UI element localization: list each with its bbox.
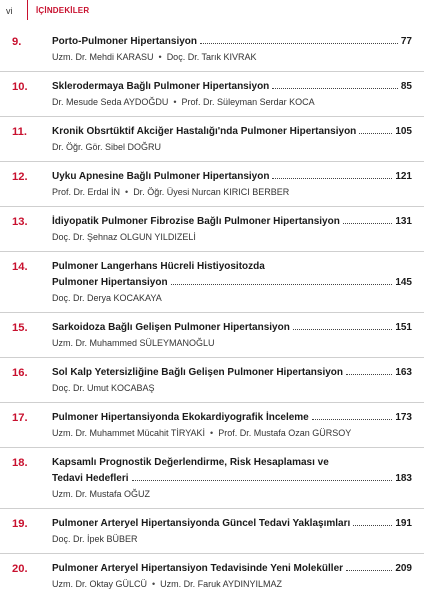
chapter-title: Kapsamlı Prognostik Değerlendirme, Risk Hesaplaması ve (52, 457, 329, 468)
author-name: Doç. Dr. İpek BÜBER (52, 534, 138, 544)
dot-leader (272, 177, 392, 179)
author-name: Uzm. Dr. Faruk AYDINYILMAZ (160, 579, 283, 589)
chapter-title-line (52, 79, 412, 95)
chapter-number: 18. (12, 457, 28, 469)
chapter-number: 20. (12, 563, 28, 575)
entry-divider (0, 447, 424, 448)
page-ref: 121 (395, 171, 412, 182)
toc-entry[interactable] (12, 79, 412, 110)
page-ref: 183 (395, 473, 412, 484)
page-ref: 151 (395, 322, 412, 333)
chapter-number: 19. (12, 518, 28, 530)
chapter-number: 9. (12, 36, 22, 48)
author-line (52, 291, 412, 306)
chapter-title: Kronik Obsrtüktif Akciğer Hastalığı'nda Pulmoner Hipertansiyon (52, 126, 357, 137)
chapter-title: Pulmoner Langerhans Hücreli Histiyositozda (52, 261, 265, 272)
chapter-title-line (52, 259, 412, 275)
author-name: Uzm. Dr. Mustafa OĞUZ (52, 489, 151, 499)
page-ref: 145 (395, 277, 412, 288)
chapter-title: Uyku Apnesine Bağlı Pulmoner Hipertansiyon (52, 171, 270, 182)
page-ref: 77 (400, 36, 412, 47)
chapter-number: 10. (12, 81, 28, 93)
chapter-title-line (52, 516, 412, 532)
entry-divider (0, 312, 424, 313)
entry-divider (0, 161, 424, 162)
chapter-title: Sarkoidoza Bağlı Gelişen Pulmoner Hipertansiyon (52, 322, 290, 333)
chapter-number: 12. (12, 171, 28, 183)
dot-leader (353, 524, 392, 526)
page-header (0, 0, 424, 24)
author-name: Prof. Dr. Erdal İN (52, 187, 121, 197)
author-name: Prof. Dr. Mustafa Ozan GÜRSOY (218, 428, 352, 438)
chapter-title: Porto-Pulmoner Hipertansiyon (52, 36, 198, 47)
dot-leader (171, 283, 393, 285)
chapter-title: Pulmoner Arteryel Hipertansiyon Tedavisinde Yeni Moleküller (52, 563, 344, 574)
page-ref: 209 (395, 563, 412, 574)
author-separator: • (152, 579, 156, 589)
entry-divider (0, 508, 424, 509)
chapter-number: 14. (12, 261, 28, 273)
author-line (52, 336, 412, 351)
chapter-title-line (52, 275, 412, 291)
toc-entry[interactable] (12, 561, 412, 592)
entry-divider (0, 553, 424, 554)
author-line (52, 487, 412, 502)
toc-entry[interactable] (12, 124, 412, 155)
toc-entry[interactable] (12, 516, 412, 547)
author-separator: • (173, 97, 177, 107)
chapter-number: 16. (12, 367, 28, 379)
toc-entry[interactable] (12, 320, 412, 351)
author-name: Uzm. Dr. Muhammed SÜLEYMANOĞLU (52, 338, 215, 348)
page-ref: 173 (395, 412, 412, 423)
chapter-title-line (52, 561, 412, 577)
entry-divider (0, 251, 424, 252)
chapter-title: Sol Kalp Yetersizliğine Bağlı Gelişen Pulmoner Hipertansiyon (52, 367, 344, 378)
toc-list (0, 34, 424, 592)
author-line (52, 532, 412, 547)
chapter-title-line (52, 34, 412, 50)
chapter-title: Pulmoner Hipertansiyon (52, 277, 168, 288)
chapter-title-line (52, 471, 412, 487)
author-name: Prof. Dr. Süleyman Serdar KOCA (181, 97, 315, 107)
toc-entry[interactable] (12, 455, 412, 502)
chapter-title: Pulmoner Hipertansiyonda Ekokardiyografik İnceleme (52, 412, 309, 423)
page-number: vi (6, 6, 13, 16)
chapter-title-line (52, 365, 412, 381)
header-divider (27, 0, 28, 20)
chapter-number: 15. (12, 322, 28, 334)
dot-leader (346, 569, 392, 571)
chapter-number: 11. (12, 126, 27, 138)
entry-divider (0, 357, 424, 358)
toc-entry[interactable] (12, 259, 412, 306)
dot-leader (312, 418, 393, 420)
author-name: Doç. Dr. Derya KOCAKAYA (52, 293, 162, 303)
dot-leader (200, 42, 398, 44)
chapter-title: Pulmoner Arteryel Hipertansiyonda Güncel Tedavi Yaklaşımları (52, 518, 351, 529)
author-line (52, 185, 412, 200)
author-name: Dr. Mesude Seda AYDOĞDU (52, 97, 169, 107)
chapter-title-line (52, 455, 412, 471)
author-separator: • (210, 428, 214, 438)
entry-divider (0, 402, 424, 403)
chapter-title-line (52, 169, 412, 185)
dot-leader (343, 222, 392, 224)
toc-entry[interactable] (12, 214, 412, 245)
chapter-title-line (52, 124, 412, 140)
author-name: Doç. Dr. Şehnaz OLGUN YILDIZELİ (52, 232, 196, 242)
author-line (52, 95, 412, 110)
dot-leader (132, 479, 393, 481)
chapter-number: 17. (12, 412, 28, 424)
author-name: Uzm. Dr. Oktay GÜLCÜ (52, 579, 148, 589)
author-separator: • (125, 187, 129, 197)
dot-leader (346, 373, 392, 375)
author-name: Uzm. Dr. Mehdi KARASU (52, 52, 154, 62)
page-ref: 163 (395, 367, 412, 378)
page-ref: 105 (395, 126, 412, 137)
dot-leader (272, 87, 398, 89)
page-ref: 85 (400, 81, 412, 92)
author-line (52, 426, 412, 441)
entry-divider (0, 116, 424, 117)
author-line (52, 577, 412, 592)
toc-entry[interactable] (12, 410, 412, 441)
dot-leader (359, 132, 392, 134)
chapter-title: İdiyopatik Pulmoner Fibrozise Bağlı Pulmoner Hipertansiyon (52, 216, 340, 227)
author-name: Dr. Öğr. Üyesi Nurcan KIRICI BERBER (133, 187, 290, 197)
author-name: Uzm. Dr. Muhammet Mücahit TİRYAKİ (52, 428, 206, 438)
page-ref: 131 (395, 216, 412, 227)
chapter-title-line (52, 214, 412, 230)
toc-entry[interactable] (12, 169, 412, 200)
chapter-title-line (52, 410, 412, 426)
author-name: Doç. Dr. Tarık KIVRAK (166, 52, 257, 62)
author-line (52, 381, 412, 396)
toc-entry[interactable] (12, 34, 412, 65)
author-separator: • (158, 52, 162, 62)
page-ref: 191 (395, 518, 412, 529)
dot-leader (293, 328, 392, 330)
chapter-title-line (52, 320, 412, 336)
toc-entry[interactable] (12, 365, 412, 396)
author-name: Dr. Öğr. Gör. Sibel DOĞRU (52, 142, 162, 152)
author-line (52, 230, 412, 245)
chapter-title: Tedavi Hedefleri (52, 473, 129, 484)
section-title: İÇİNDEKİLER (36, 6, 90, 15)
author-line (52, 140, 412, 155)
chapter-title: Sklerodermaya Bağlı Pulmoner Hipertansiyon (52, 81, 270, 92)
entry-divider (0, 206, 424, 207)
chapter-number: 13. (12, 216, 28, 228)
entry-divider (0, 71, 424, 72)
author-name: Doç. Dr. Umut KOCABAŞ (52, 383, 155, 393)
author-line (52, 50, 412, 65)
